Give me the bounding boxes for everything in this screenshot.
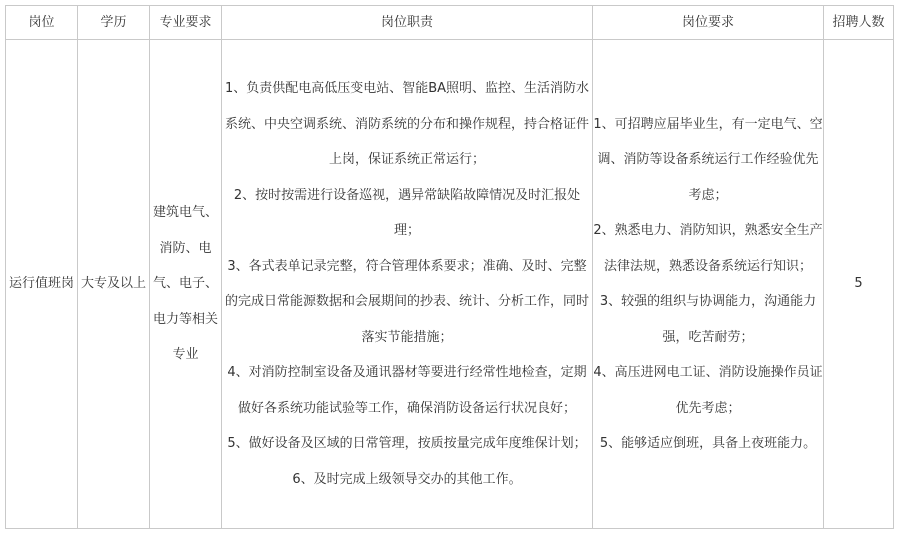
- header-education: 学历: [78, 6, 150, 40]
- header-duties: 岗位职责: [222, 6, 593, 40]
- duty-item: 1、负责供配电高低压变电站、智能BA照明、监控、生活消防水系统、中央空调系统、消防系统的分布和操作规程，持合格证件上岗，保证系统正常运行；: [224, 81, 590, 167]
- header-headcount: 招聘人数: [824, 6, 894, 40]
- requirement-item: 1、可招聘应届毕业生，有一定电气、空调、消防等设备系统运行工作经验优先考虑；: [593, 116, 823, 203]
- header-requirements: 岗位要求: [593, 6, 824, 40]
- duty-item: 3、各式表单记录完整，符合管理体系要求；准确、及时、完整的完成日常能源数据和会展期间的抄表、统计、分析工作，同时落实节能措施；: [224, 258, 589, 345]
- recruitment-table: [5, 5, 894, 529]
- table-row: [6, 40, 894, 529]
- header-major: 专业要求: [150, 6, 222, 40]
- duty-item: 4、对消防控制室设备及通讯器材等要进行经常性地检查，定期做好各系统功能试验等工作，确保消防设备运行状况良好；: [227, 365, 587, 416]
- requirement-item: 5、能够适应倒班，具备上夜班能力。: [599, 436, 817, 451]
- cell-headcount: 5: [824, 40, 894, 529]
- cell-position: 运行值班岗: [6, 40, 78, 529]
- duty-item: 2、按时按需进行设备巡视，遇异常缺陷故障情况及时汇报处理；: [233, 187, 581, 238]
- requirement-item: 2、熟悉电力、消防知识，熟悉安全生产法律法规，熟悉设备系统运行知识；: [593, 223, 823, 274]
- cell-major: 建筑电气、消防、电气、电子、电力等相关专业: [150, 40, 222, 529]
- header-position: 岗位: [6, 6, 78, 40]
- duty-item: 5、做好设备及区域的日常管理，按质按量完成年度维保计划；: [227, 436, 587, 451]
- requirement-item: 3、较强的组织与协调能力，沟通能力强，吃苦耐劳；: [599, 294, 817, 345]
- cell-requirements: [593, 40, 824, 529]
- cell-education: 大专及以上: [78, 40, 150, 529]
- table-header-row: [6, 6, 894, 40]
- cell-duties: [222, 40, 593, 529]
- duty-item: 6、及时完成上级领导交办的其他工作。: [292, 471, 522, 487]
- requirement-item: 4、高压进网电工证、消防设施操作员证优先考虑；: [593, 365, 823, 416]
